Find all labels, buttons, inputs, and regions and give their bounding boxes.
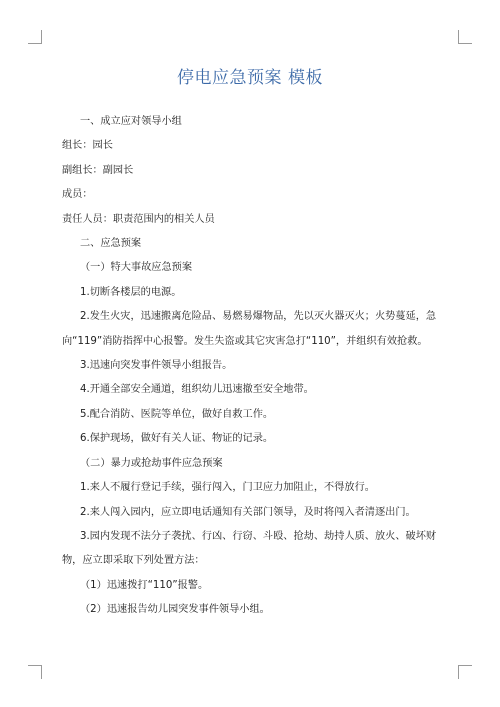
crop-mark-top-right bbox=[458, 30, 472, 44]
document-line: 二、应急预案 bbox=[80, 238, 142, 250]
document-line: 4.开通全部安全通道，组织幼儿迅速撤至安全地带。 bbox=[80, 384, 314, 396]
document-line: （二）暴力或抢劫事件应急预案 bbox=[80, 457, 223, 469]
crop-mark-bottom-right bbox=[458, 665, 472, 679]
crop-mark-top-left bbox=[28, 30, 42, 44]
document-line: 2.发生火灾，迅速搬离危险品、易燃易爆物品，先以灭火器灭火；火势蔓延，急 bbox=[80, 311, 437, 323]
document-line: 组长：园长 bbox=[62, 140, 113, 152]
document-line: 向“119”消防指挥中心报警。发生失盗或其它灾害急打“110”，并组织有效抢救。 bbox=[62, 335, 428, 347]
document-title: 停电应急预案 模板 bbox=[177, 68, 323, 88]
document-line: 一、成立应对领导小组 bbox=[80, 116, 182, 127]
document-line: 副组长：副园长 bbox=[62, 164, 134, 176]
crop-mark-bottom-left bbox=[28, 665, 42, 679]
document-line: 物，应立即采取下列处置方法： bbox=[62, 555, 205, 567]
document-line: 1.切断各楼层的电源。 bbox=[80, 286, 182, 298]
document-line: （2）迅速报告幼儿园突发事件领导小组。 bbox=[80, 604, 270, 616]
document-line: （一）特大事故应急预案 bbox=[80, 262, 193, 274]
document-line: 1.来人不履行登记手续，强行闯入，门卫应力加阻止，不得放行。 bbox=[80, 482, 375, 494]
document-line: 2.来人闯入园内，应立即电话通知有关部门领导，及时将闯入者清逐出门。 bbox=[80, 506, 416, 518]
document-line: 3.园内发现不法分子袭扰、行凶、行窃、斗殴、抢劫、劫持人质、放火、破坏财 bbox=[80, 530, 437, 542]
document-line: （1）迅速拨打“110”报警。 bbox=[80, 579, 209, 591]
document-line: 责任人员：职责范围内的相关人员 bbox=[62, 213, 215, 225]
document-line: 5.配合消防、医院等单位，做好自救工作。 bbox=[80, 408, 274, 420]
document-body bbox=[62, 110, 442, 623]
document-line: 3.迅速向突发事件领导小组报告。 bbox=[80, 360, 233, 372]
document-line: 成员： bbox=[62, 189, 93, 201]
document-line: 6.保护现场，做好有关人证、物证的记录。 bbox=[80, 433, 274, 445]
